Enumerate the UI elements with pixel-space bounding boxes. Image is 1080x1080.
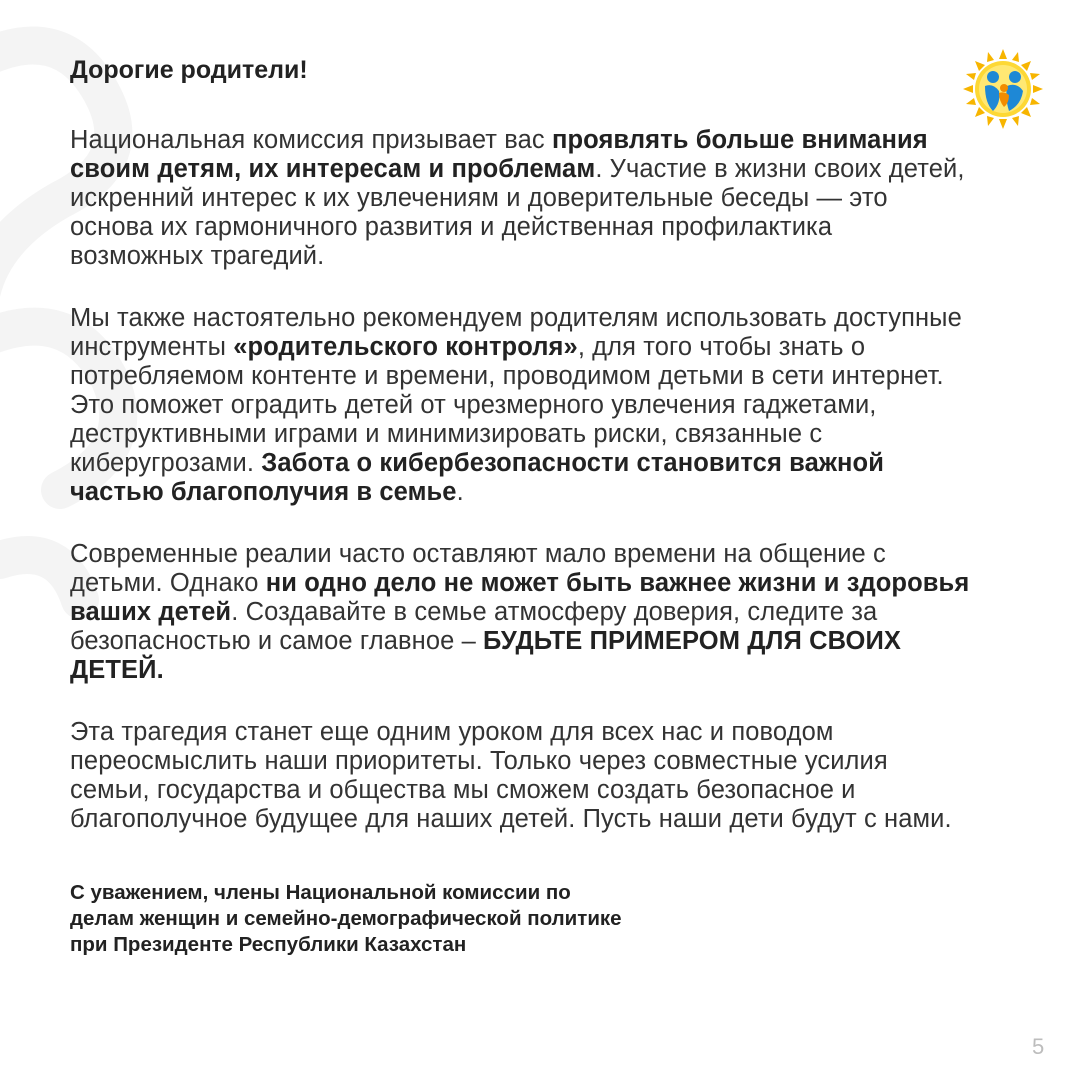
- text-run: . Создавайте в семье атмосферу доверия, следите за безопасностью и самое главное –: [70, 598, 878, 655]
- text-run: .: [456, 478, 464, 506]
- letter-body: [70, 54, 970, 958]
- bold-text: ни одно дело не может быть важнее жизни и здоровья ваших детей: [70, 569, 970, 626]
- text-run: , для того чтобы знать о потребляемом контенте и времени, проводимом детьми в сети интернет. Это поможет оградить детей от чрезмерного увлечения гаджетами, деструктивными играми и минимизировать риски, связанные с киберугрозами.: [70, 333, 944, 477]
- signature-block: [70, 880, 970, 958]
- paragraph: [70, 304, 970, 507]
- bold-text: Забота о кибербезопасности становится важной частью благополучия в семье: [70, 449, 884, 506]
- signature-line: при Президенте Республики Казахстан: [70, 933, 467, 956]
- bold-text: БУДЬТЕ ПРИМЕРОМ ДЛЯ СВОИХ ДЕТЕЙ.: [70, 627, 901, 684]
- bold-text: «родительского контроля»: [233, 333, 578, 361]
- greeting-heading: Дорогие родители!: [70, 56, 308, 84]
- bold-text: проявлять больше внимания своим детям, их интересам и проблемам: [70, 126, 928, 183]
- page-number: 5: [1032, 1034, 1045, 1059]
- text-run: Мы также настоятельно рекомендуем родителям использовать доступные инструменты: [70, 304, 962, 361]
- text-run: Эта трагедия станет еще одним уроком для всех нас и поводом переосмыслить наши приоритеты. Только через совместные усилия семьи, государства и общества мы сможем создать безопасное и благополучное будущее для наших детей. Пусть наши дети будут с нами.: [70, 718, 952, 833]
- paragraph: [70, 126, 970, 271]
- paragraph: [70, 540, 970, 685]
- text-run: Современные реалии часто оставляют мало времени на общение с детьми. Однако: [70, 540, 886, 597]
- signature-line: С уважением, члены Национальной комиссии по: [70, 881, 571, 904]
- signature-line: делам женщин и семейно-демографической политике: [70, 907, 622, 930]
- paragraph: [70, 718, 970, 834]
- text-run: . Участие в жизни своих детей, искренний интерес к их увлечениям и доверительные беседы — это основа их гармоничного развития и действенная профилактика возможных трагедий.: [70, 155, 965, 270]
- family-sun-logo-icon: [962, 48, 1044, 130]
- letter-paragraphs: [70, 126, 970, 834]
- text-run: Национальная комиссия призывает вас: [70, 126, 552, 154]
